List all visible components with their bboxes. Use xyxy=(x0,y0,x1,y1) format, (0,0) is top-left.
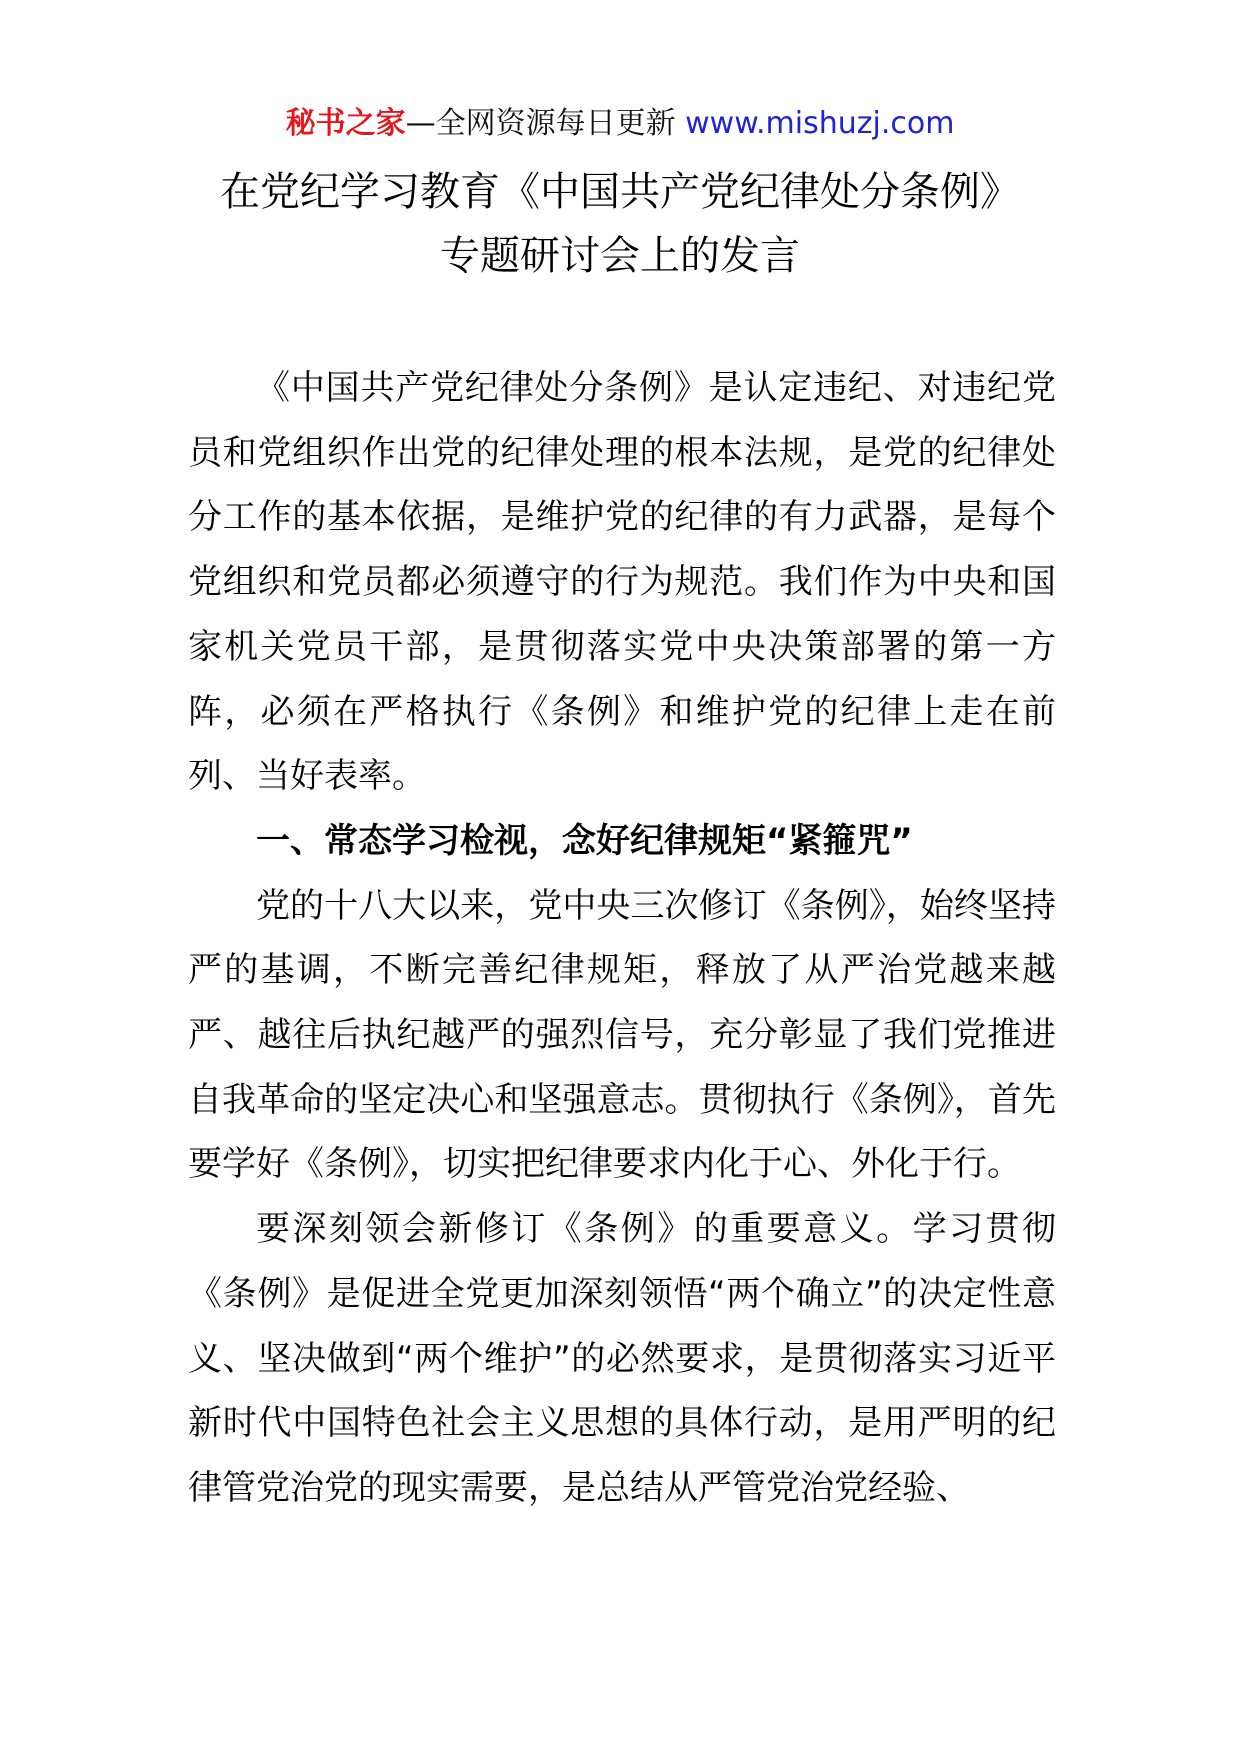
paragraph: 《中国共产党纪律处分条例》是认定违纪、对违纪党员和党组织作出党的纪律处理的根本法规，是党的纪律处分工作的基本依据，是维护党的纪律的有力武器，是每个党组织和党员都必须遵守的行为规范。我们作为中央和国家机关党员干部，是贯彻落实党中央决策部署的第一方阵，必须在严格执行《条例》和维护党的纪律上走在前列、当好表率。 xyxy=(188,368,1056,797)
title-line-2: 专题研讨会上的发言 xyxy=(440,233,800,279)
site-header xyxy=(0,100,1240,148)
paragraph: 党的十八大以来，党中央三次修订《条例》，始终坚持严的基调，不断完善纪律规矩，释放了从严治党越来越严、越往后执纪越严的强烈信号，充分彰显了我们党推进自我革命的坚定决心和坚强意志。贯彻执行《条例》，首先要学好《条例》，切实把纪律要求内化于心、外化于行。 xyxy=(188,885,1056,1185)
title-line-1: 在党纪学习教育《中国共产党纪律处分条例》 xyxy=(220,169,1020,215)
section-heading: 一、常态学习检视，念好纪律规矩“紧箍咒” xyxy=(256,820,913,861)
document-title xyxy=(0,160,1240,288)
site-url[interactable]: www.mishuzj.com xyxy=(685,106,955,141)
document-body xyxy=(188,356,1056,1521)
brand-name: 秘书之家 xyxy=(285,106,406,141)
header-tagline: —全网资源每日更新 xyxy=(405,106,676,141)
paragraph: 要深刻领会新修订《条例》的重要意义。学习贯彻《条例》是促进全党更加深刻领悟“两个确立”的决定性意义、坚决做到“两个维护”的必然要求，是贯彻落实习近平新时代中国特色社会主义思想的具体行动，是用严明的纪律管党治党的现实需要，是总结从严管党治党经验、 xyxy=(188,1209,1056,1508)
